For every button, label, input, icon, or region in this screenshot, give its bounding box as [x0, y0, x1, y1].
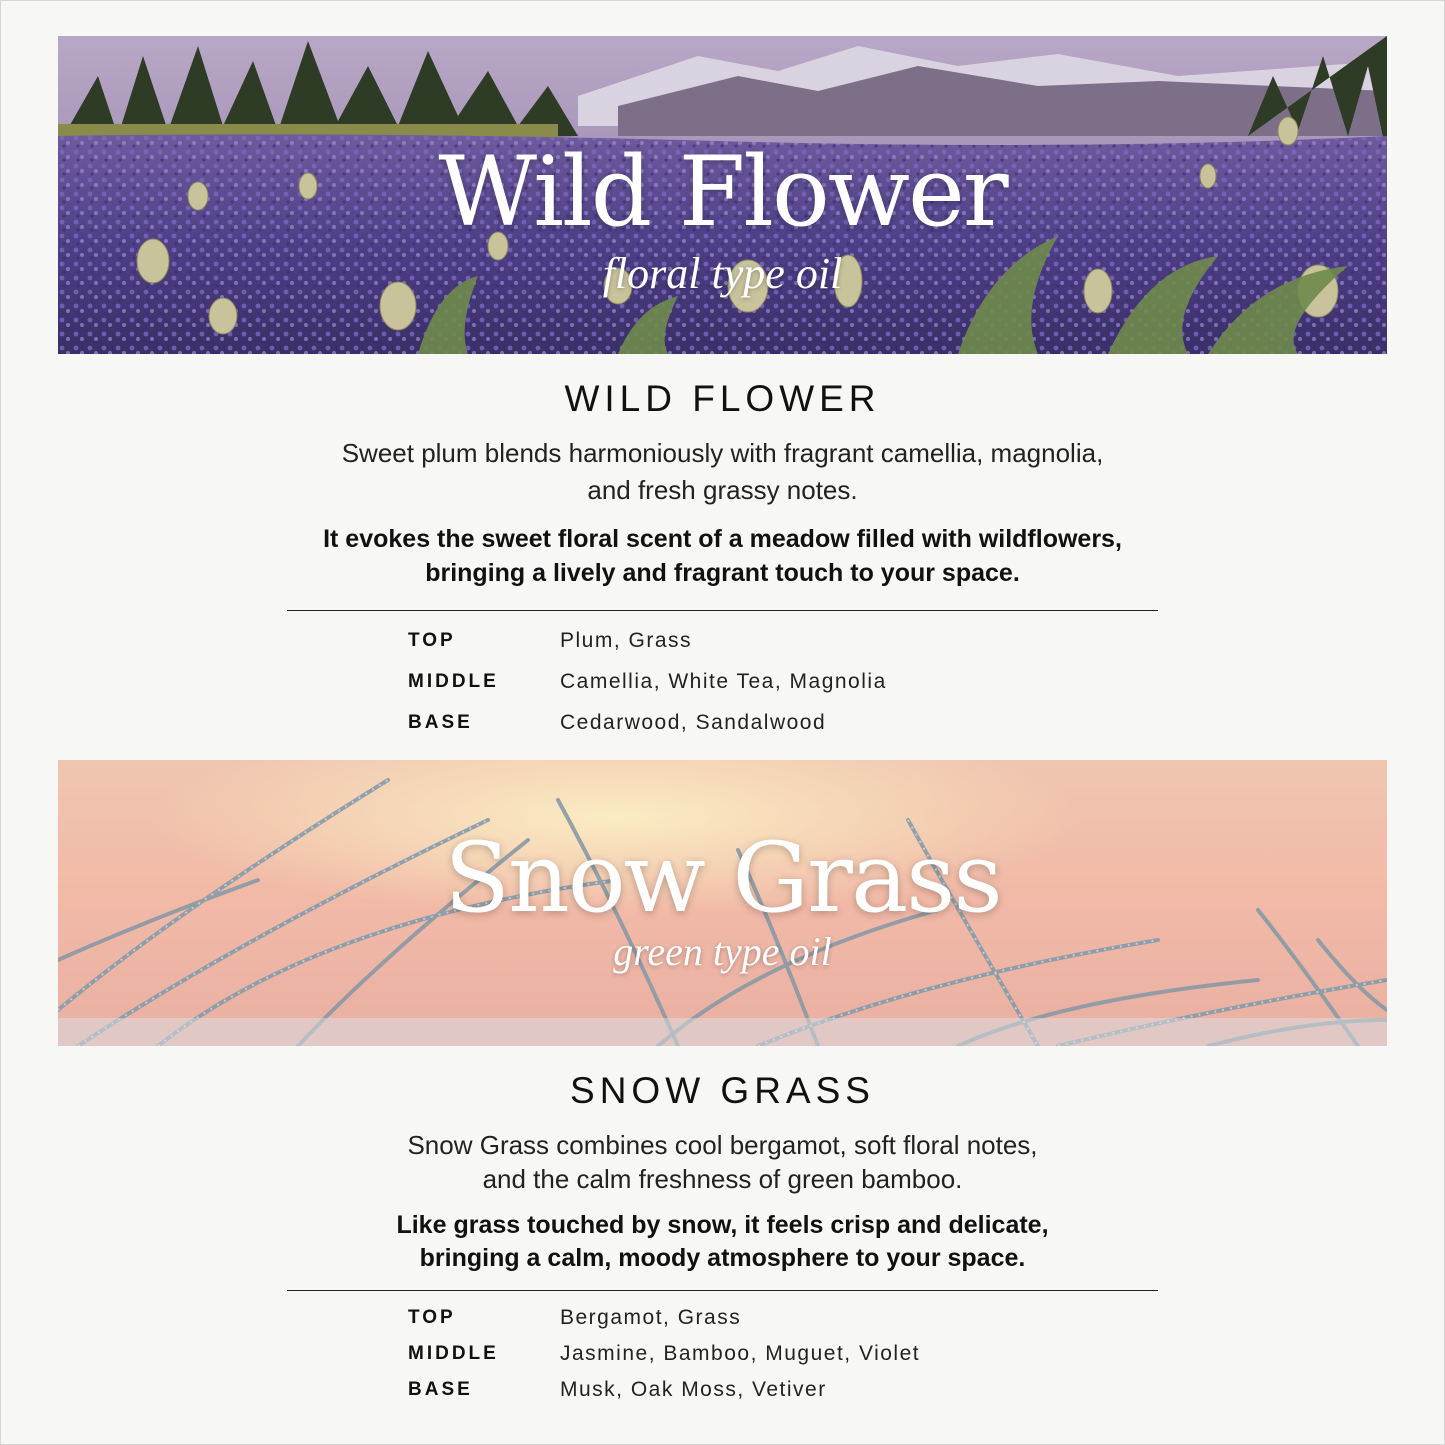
- product-highlight-line-2: bringing a lively and fragrant touch to your space.: [425, 559, 1020, 587]
- product-description-line-1: Snow Grass combines cool bergamot, soft floral notes,: [407, 1130, 1038, 1160]
- banner-subtitle: green type oil: [613, 929, 832, 974]
- note-value: Bergamot, Grass: [560, 1306, 742, 1329]
- note-label: BASE: [408, 712, 473, 733]
- note-label: MIDDLE: [408, 671, 499, 692]
- note-row-base: [408, 712, 1128, 753]
- divider: [287, 610, 1158, 611]
- product-heading: SNOW GRASS: [570, 1070, 875, 1111]
- banner-title: Snow Grass: [444, 822, 1001, 934]
- note-row-middle: [408, 1343, 1128, 1379]
- product-heading: WILD FLOWER: [564, 378, 881, 419]
- scent-notes-list: [408, 630, 1128, 753]
- note-row-top: [408, 630, 1128, 671]
- note-label: BASE: [408, 1379, 473, 1400]
- product-description-line-1: Sweet plum blends harmoniously with fragrant camellia, magnolia,: [341, 438, 1104, 468]
- note-value: Plum, Grass: [560, 629, 693, 652]
- note-row-base: [408, 1379, 1128, 1415]
- note-row-middle: [408, 671, 1128, 712]
- note-value: Cedarwood, Sandalwood: [560, 711, 827, 734]
- product-highlight-line-1: Like grass touched by snow, it feels crisp and delicate,: [396, 1211, 1049, 1239]
- banner-title: Wild Flower: [438, 136, 1007, 248]
- product-highlight-line-2: bringing a calm, moody atmosphere to your space.: [419, 1244, 1026, 1272]
- note-row-top: [408, 1307, 1128, 1343]
- divider: [287, 1290, 1158, 1291]
- note-label: MIDDLE: [408, 1343, 499, 1364]
- note-label: TOP: [408, 630, 456, 651]
- banner-subtitle: floral type oil: [602, 249, 843, 298]
- wild-flower-banner-image: [58, 36, 1387, 354]
- product-description-line-2: and the calm freshness of green bamboo.: [482, 1164, 963, 1194]
- note-label: TOP: [408, 1307, 456, 1328]
- note-value: Musk, Oak Moss, Vetiver: [560, 1378, 827, 1401]
- note-value: Jasmine, Bamboo, Muguet, Violet: [560, 1342, 921, 1365]
- product-description-line-2: and fresh grassy notes.: [587, 475, 858, 505]
- snow-grass-banner-image: [58, 760, 1387, 1046]
- note-value: Camellia, White Tea, Magnolia: [560, 670, 887, 693]
- scent-notes-list: [408, 1307, 1128, 1415]
- product-highlight-line-1: It evokes the sweet floral scent of a meadow filled with wildflowers,: [323, 525, 1122, 553]
